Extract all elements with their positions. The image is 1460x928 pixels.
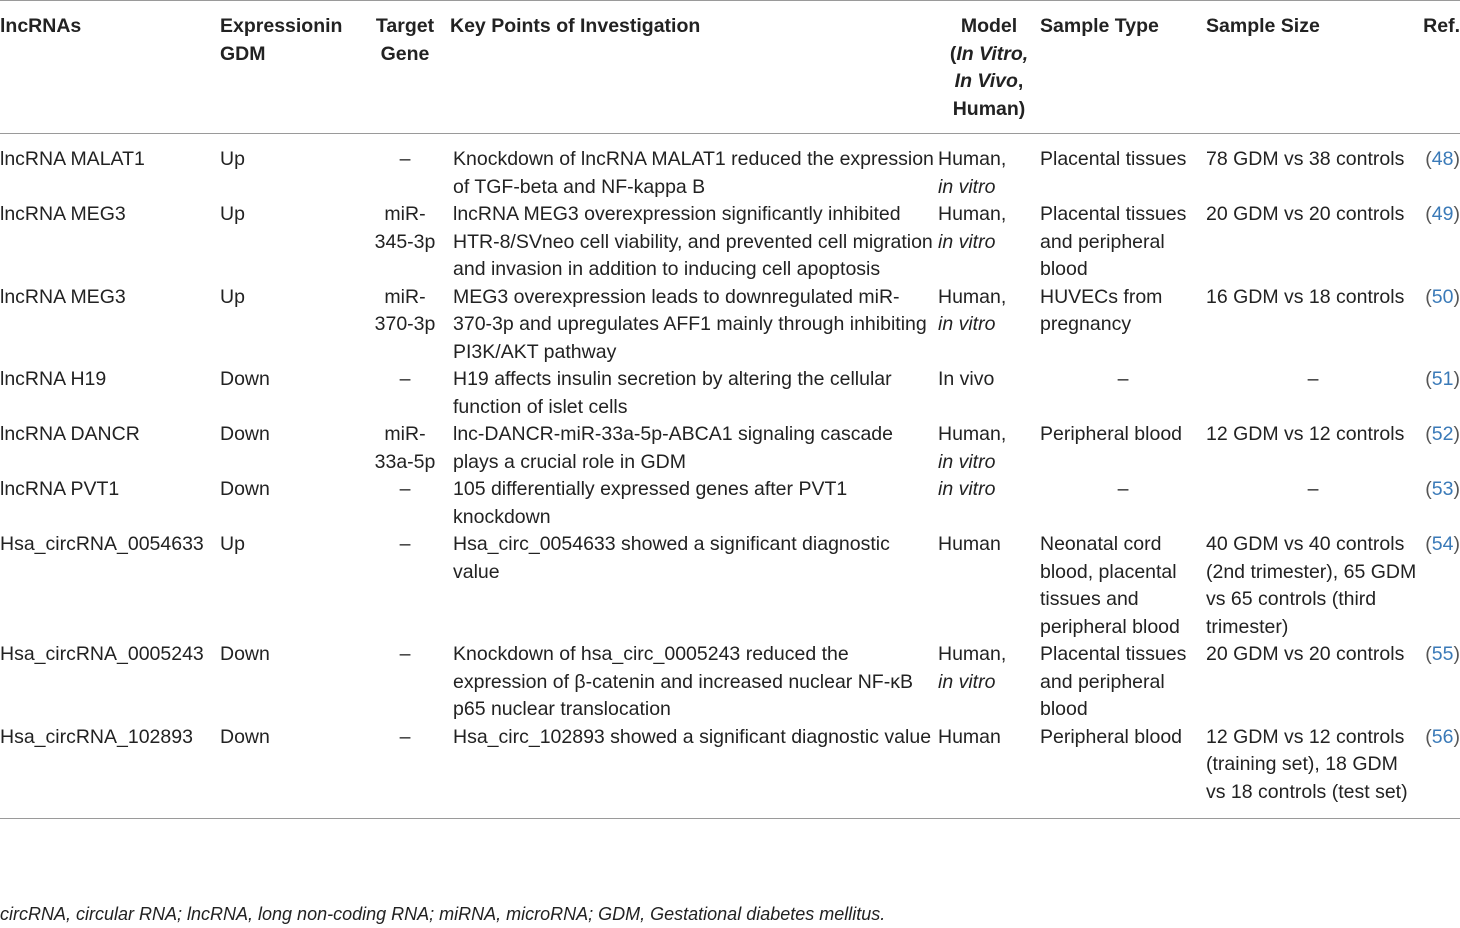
table-header <box>0 1 1460 134</box>
header-model-in-vitro: In Vitro, <box>956 42 1029 65</box>
ref-link[interactable]: 51 <box>1431 368 1454 390</box>
cell-name: Hsa_circRNA_0005243 <box>0 643 204 665</box>
header-sample-size-label: Sample Size <box>1206 15 1320 37</box>
ref-open: ( <box>1425 725 1432 748</box>
cell-ref[interactable] <box>1420 724 1460 819</box>
cell-model <box>938 724 1040 819</box>
header-key-points <box>450 1 938 134</box>
ref-close: ) <box>1453 725 1460 748</box>
ref-close: ) <box>1453 203 1460 225</box>
cell-target <box>360 284 450 367</box>
ref-link[interactable]: 54 <box>1431 533 1454 555</box>
cell-target-line1: – <box>399 148 411 170</box>
table-row <box>0 641 1460 724</box>
cell-key-points: Knockdown of lncRNA MALAT1 reduced the expression of TGF-beta and NF-kappa B <box>453 148 934 198</box>
header-target-line1: Target <box>375 15 435 37</box>
table-row <box>0 421 1460 476</box>
header-model-human: Human) <box>952 97 1026 120</box>
cell-model-line2: in vitro <box>938 670 996 693</box>
header-model-paren: ( <box>949 42 957 65</box>
ref-close: ) <box>1453 423 1460 445</box>
header-ref-label: Ref. <box>1423 15 1460 37</box>
header-target-gene <box>360 1 450 134</box>
header-sample-type <box>1040 1 1206 134</box>
table-row <box>0 724 1460 819</box>
ref-open: ( <box>1425 148 1432 170</box>
cell-expression: Up <box>220 285 245 308</box>
header-model-in-vivo: In Vivo <box>954 70 1018 92</box>
header-model-comma: , <box>1017 70 1024 92</box>
cell-model <box>938 284 1040 367</box>
table-row <box>0 134 1460 202</box>
cell-target <box>360 724 450 819</box>
cell-target <box>360 641 450 724</box>
cell-model-line1: Human, <box>938 148 1007 170</box>
cell-sample-type: – <box>1117 368 1129 390</box>
cell-model-line1: Human <box>938 725 1001 748</box>
cell-name: Hsa_circRNA_102893 <box>0 725 193 748</box>
cell-target-line2: 345-3p <box>374 230 436 253</box>
ref-link[interactable]: 48 <box>1431 148 1454 170</box>
ref-close: ) <box>1453 643 1460 665</box>
header-lncrnas-label: lncRNAs <box>0 15 82 37</box>
cell-target <box>360 201 450 284</box>
cell-model-line1: in vitro <box>938 478 996 500</box>
cell-name: lncRNA PVT1 <box>0 478 120 500</box>
header-sample-type-label: Sample Type <box>1040 15 1159 37</box>
table-row <box>0 531 1460 641</box>
cell-ref[interactable] <box>1420 476 1460 531</box>
cell-target <box>360 476 450 531</box>
ref-close: ) <box>1453 478 1460 500</box>
cell-expression: Up <box>220 203 245 225</box>
cell-model-line2: in vitro <box>938 230 996 253</box>
ref-open: ( <box>1425 368 1432 390</box>
cell-target-line2: 33a-5p <box>374 450 436 473</box>
cell-key-points: 105 differentially expressed genes after PVT1 knockdown <box>453 478 848 528</box>
ref-link[interactable]: 53 <box>1431 478 1454 500</box>
cell-sample-size: 78 GDM vs 38 controls <box>1206 148 1405 170</box>
cell-model-line2: in vitro <box>938 313 996 335</box>
header-sample-size <box>1206 1 1420 134</box>
header-expression-line2: GDM <box>220 42 266 65</box>
cell-model-line1: Human, <box>938 643 1007 665</box>
ref-open: ( <box>1425 478 1432 500</box>
cell-ref[interactable] <box>1420 284 1460 367</box>
cell-model-line2: in vitro <box>938 450 996 473</box>
cell-name: lncRNA MEG3 <box>0 203 126 225</box>
cell-target-line1: – <box>399 478 411 500</box>
header-model <box>938 1 1040 134</box>
header-key-points-label: Key Points of Investigation <box>450 15 701 37</box>
table-row <box>0 201 1460 284</box>
cell-sample-size: 16 GDM vs 18 controls <box>1206 285 1405 308</box>
cell-model-line1: In vivo <box>938 368 995 390</box>
ref-link[interactable]: 52 <box>1431 423 1454 445</box>
cell-expression: Down <box>220 478 270 500</box>
cell-sample-type: Placental tissues and peripheral blood <box>1040 643 1187 720</box>
ref-open: ( <box>1425 643 1432 665</box>
cell-model-line2: in vitro <box>938 175 996 198</box>
ref-close: ) <box>1453 148 1460 170</box>
cell-expression: Up <box>220 533 245 555</box>
cell-key-points: MEG3 overexpression leads to downregulated miR-370-3p and upregulates AFF1 mainly through inhibiting PI3K/AKT pathway <box>453 285 927 363</box>
table-footnote: circRNA, circular RNA; lncRNA, long non-coding RNA; miRNA, microRNA; GDM, Gestational diabetes mellitus. <box>0 904 886 924</box>
cell-key-points: lnc-DANCR-miR-33a-5p-ABCA1 signaling cascade plays a crucial role in GDM <box>453 423 893 473</box>
cell-sample-type: Neonatal cord blood, placental tissues and peripheral blood <box>1040 533 1180 638</box>
cell-key-points: Hsa_circ_0054633 showed a significant diagnostic value <box>453 533 890 583</box>
ref-open: ( <box>1425 285 1432 308</box>
ref-link[interactable]: 50 <box>1431 285 1454 308</box>
cell-sample-type: HUVECs from pregnancy <box>1040 285 1163 335</box>
ref-open: ( <box>1425 423 1432 445</box>
cell-target-line1: – <box>399 368 411 390</box>
cell-ref[interactable] <box>1420 641 1460 724</box>
header-ref <box>1420 1 1460 134</box>
cell-key-points: H19 affects insulin secretion by altering the cellular function of islet cells <box>453 368 892 418</box>
header-model-line1: Model <box>960 15 1018 37</box>
ref-link[interactable]: 55 <box>1431 643 1454 665</box>
cell-sample-size: 12 GDM vs 12 controls (training set), 18 GDM vs 18 controls (test set) <box>1206 725 1408 803</box>
cell-sample-size: 40 GDM vs 40 controls (2nd trimester), 65 GDM vs 65 controls (third trimester) <box>1206 533 1417 638</box>
cell-sample-size: 20 GDM vs 20 controls <box>1206 643 1405 665</box>
cell-sample-size: 20 GDM vs 20 controls <box>1206 203 1405 225</box>
cell-expression: Down <box>220 643 270 665</box>
cell-target <box>360 366 450 421</box>
table-body <box>0 134 1460 819</box>
cell-target-line2: 370-3p <box>374 313 436 335</box>
header-expression <box>220 1 360 134</box>
ref-link[interactable]: 49 <box>1431 203 1454 225</box>
cell-model-line1: Human <box>938 533 1001 555</box>
cell-model <box>938 134 1040 202</box>
cell-ref[interactable] <box>1420 366 1460 421</box>
cell-ref[interactable] <box>1420 531 1460 641</box>
cell-sample-type: – <box>1117 478 1129 500</box>
cell-target-line1: miR- <box>384 285 426 308</box>
cell-target-line1: miR- <box>384 423 426 445</box>
cell-name: lncRNA H19 <box>0 368 107 390</box>
ref-link[interactable]: 56 <box>1431 725 1454 748</box>
cell-model <box>938 421 1040 476</box>
cell-sample-type: Peripheral blood <box>1040 725 1183 748</box>
cell-target-line1: miR- <box>384 203 426 225</box>
cell-sample-type: Peripheral blood <box>1040 423 1183 445</box>
table-row <box>0 366 1460 421</box>
cell-target <box>360 421 450 476</box>
cell-key-points: lncRNA MEG3 overexpression significantly inhibited HTR-8/SVneo cell viability, and prevented cell migration and invasion in addition to inducing cell apoptosis <box>453 203 933 280</box>
cell-target <box>360 134 450 202</box>
cell-target <box>360 531 450 641</box>
header-lncrnas <box>0 1 220 134</box>
header-row <box>0 1 1460 134</box>
cell-model <box>938 641 1040 724</box>
ref-close: ) <box>1453 533 1460 555</box>
cell-model <box>938 201 1040 284</box>
ref-close: ) <box>1453 285 1460 308</box>
cell-sample-type: Placental tissues <box>1040 148 1187 170</box>
cell-key-points: Hsa_circ_102893 showed a significant diagnostic value <box>453 725 932 748</box>
cell-ref[interactable] <box>1420 201 1460 284</box>
cell-model <box>938 531 1040 641</box>
cell-model-line1: Human, <box>938 423 1007 445</box>
header-target-line2: Gene <box>380 42 430 65</box>
cell-name: lncRNA MEG3 <box>0 285 126 308</box>
cell-target-line1: – <box>399 725 411 748</box>
cell-target-line1: – <box>399 533 411 555</box>
cell-ref[interactable] <box>1420 134 1460 202</box>
cell-model-line1: Human, <box>938 203 1007 225</box>
cell-expression: Up <box>220 148 245 170</box>
cell-sample-type: Placental tissues and peripheral blood <box>1040 203 1187 280</box>
cell-sample-size: 12 GDM vs 12 controls <box>1206 423 1405 445</box>
cell-sample-size: – <box>1307 368 1319 390</box>
cell-ref[interactable] <box>1420 421 1460 476</box>
cell-model <box>938 366 1040 421</box>
cell-key-points: Knockdown of hsa_circ_0005243 reduced the expression of β-catenin and increased nuclear NF-κB p65 nuclear translocation <box>453 643 913 720</box>
cell-sample-size: – <box>1307 478 1319 500</box>
cell-name: Hsa_circRNA_0054633 <box>0 533 204 555</box>
ref-open: ( <box>1425 533 1432 555</box>
cell-model-line1: Human, <box>938 285 1007 308</box>
cell-model <box>938 476 1040 531</box>
table-row <box>0 476 1460 531</box>
ref-close: ) <box>1453 368 1460 390</box>
table-row <box>0 284 1460 367</box>
cell-name: lncRNA DANCR <box>0 423 140 445</box>
cell-name: lncRNA MALAT1 <box>0 148 145 170</box>
cell-target-line1: – <box>399 643 411 665</box>
ref-open: ( <box>1425 203 1432 225</box>
header-expression-line1: Expressionin <box>220 15 343 37</box>
cell-expression: Down <box>220 725 270 748</box>
cell-expression: Down <box>220 423 270 445</box>
cell-expression: Down <box>220 368 270 390</box>
